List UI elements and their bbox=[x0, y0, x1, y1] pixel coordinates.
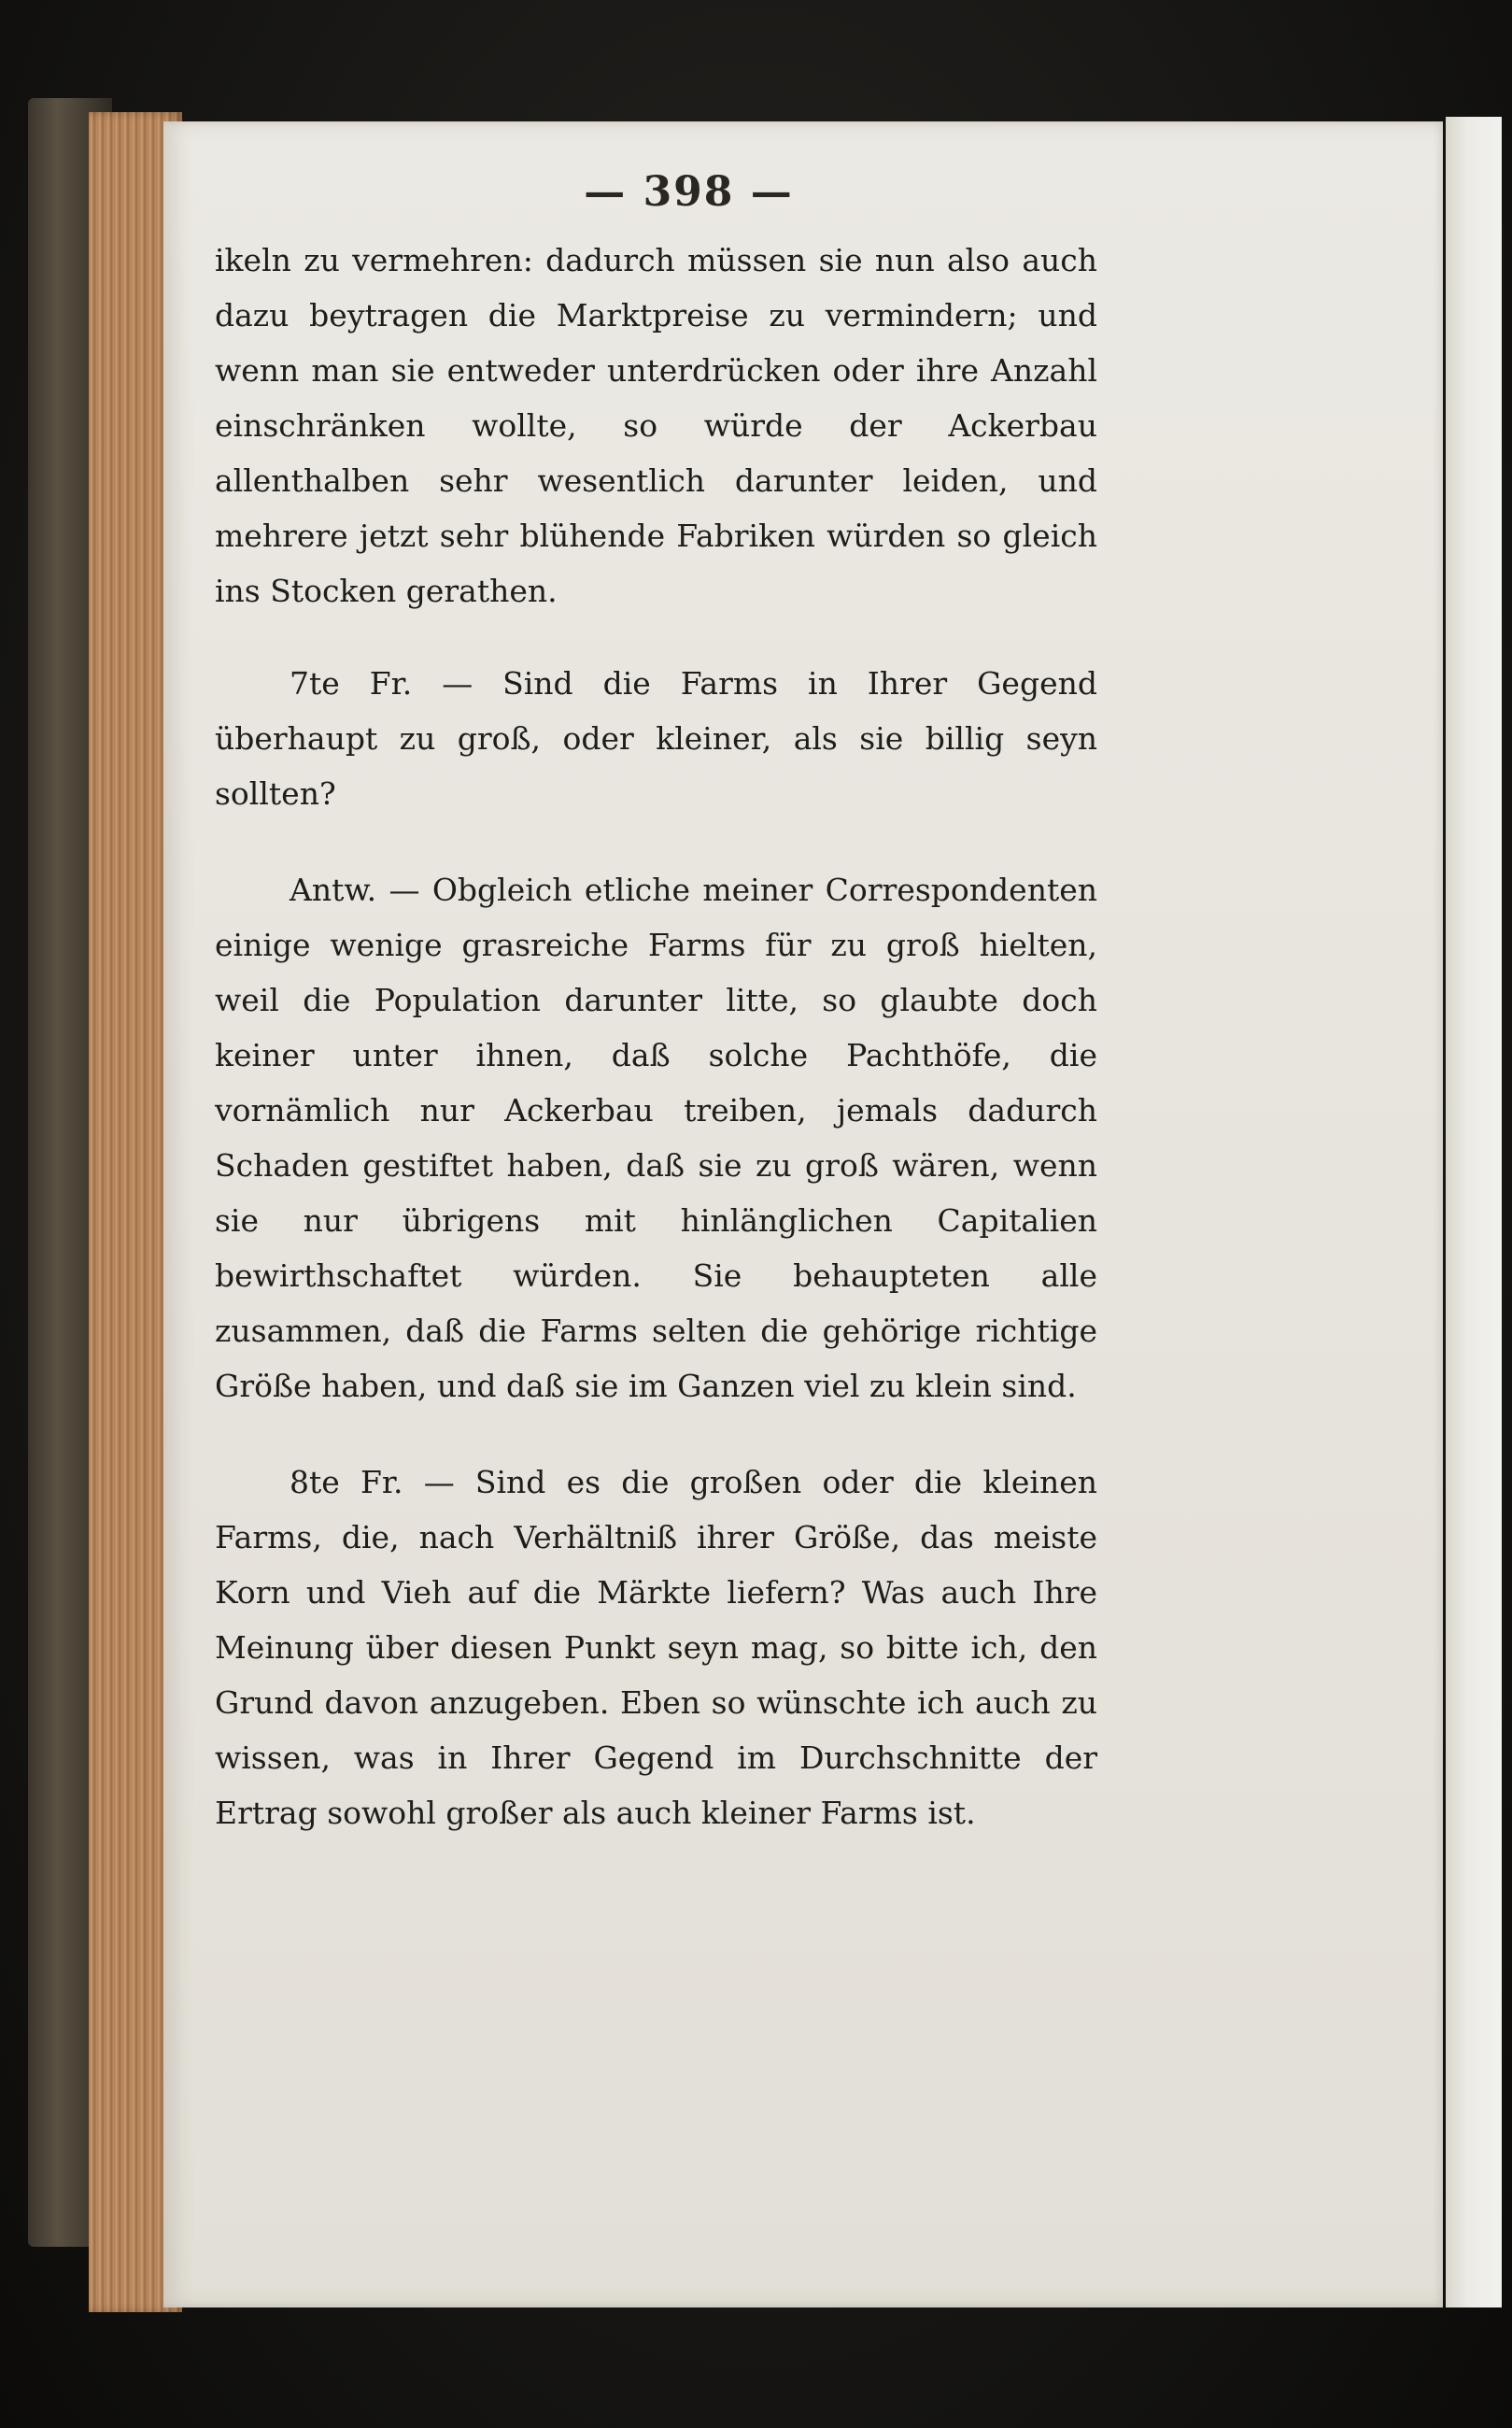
next-page-sliver bbox=[1446, 117, 1502, 2307]
page-number-header: — 398 — bbox=[584, 168, 794, 216]
paragraph-question-8: 8te Fr. — Sind es die großen oder die kleinen Farms, die, nach Verhältniß ihrer Größe, das meiste Korn und Vieh auf die Märkte liefern? Was auch Ihre Meinung über diesen Punkt seyn mag, so bitte ich, den Grund davon anzugeben. Eben so wünschte ich auch zu wissen, was in Ihrer Gegend im Durchschnitte der Ertrag sowohl großer als auch kleiner Farms ist. bbox=[215, 1464, 1097, 1831]
paragraph-answer-7: Antw. — Obgleich etliche meiner Correspondenten einige wenige grasreiche Farms für zu groß hielten, weil die Population darunter litte, so glaubte doch keiner unter ihnen, daß solche Pachthöfe, die vornämlich nur Ackerbau treiben, jemals dadurch Schaden gestiftet haben, daß sie zu groß wären, wenn sie nur übrigens mit hinlänglichen Capitalien bewirthschaftet würden. Sie behaupteten alle zusammen, daß die Farms selten die gehörige richtige Größe haben, und daß sie im Ganzen viel zu klein sind. bbox=[215, 872, 1097, 1404]
paragraph-continuation: ikeln zu vermehren: dadurch müssen sie nun also auch dazu beytragen die Marktpreise zu vermindern; und wenn man sie entweder unterdrücken oder ihre Anzahl einschränken wollte, so würde der Ackerbau allenthalben sehr wesentlich darunter leiden, und mehrere jetzt sehr blühende Fabriken würden so gleich ins Stocken gerathen. bbox=[215, 242, 1097, 609]
paragraph-question-7: 7te Fr. — Sind die Farms in Ihrer Gegend überhaupt zu groß, oder kleiner, als sie billig seyn sollten? bbox=[215, 665, 1097, 812]
page-text bbox=[215, 168, 1097, 1840]
